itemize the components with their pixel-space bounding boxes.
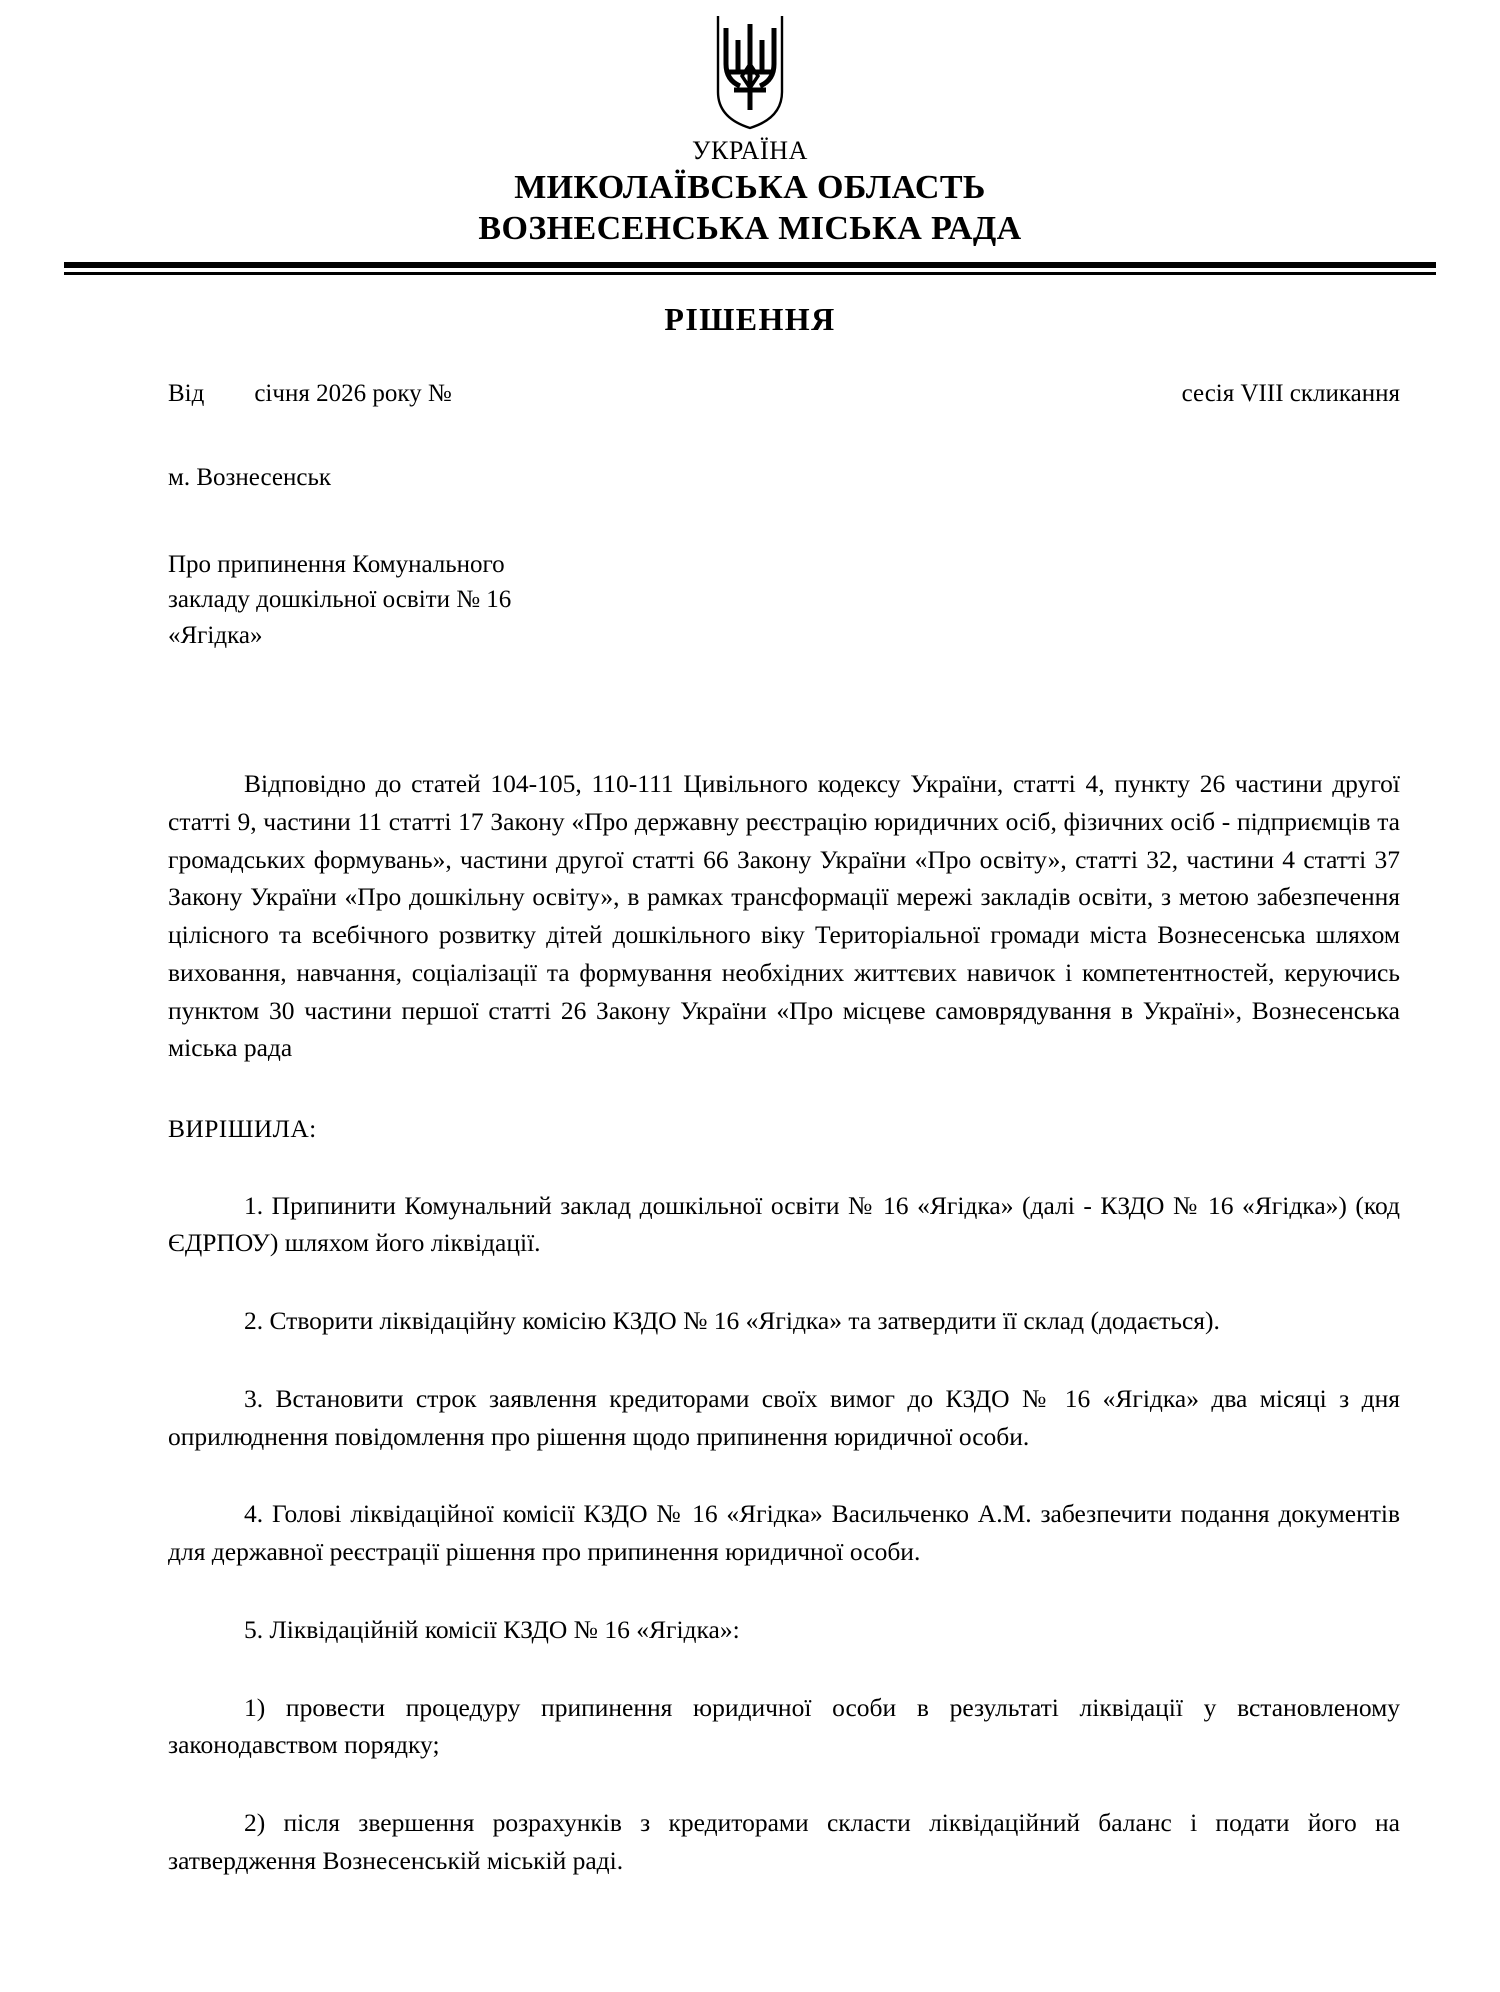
clause-item: 4. Голові ліквідаційної комісії КЗДО № 16 «Ягідка» Васильченко А.М. забезпечити подання документів для державної реєстрації рішення про припинення юридичної особи. (168, 1499, 1400, 1567)
document-meta-row (168, 378, 1400, 411)
document-body (0, 378, 1500, 1880)
oblast-name: МИКОЛАЇВСЬКА ОБЛАСТЬ (514, 168, 986, 206)
country-name: УКРАЇНА (691, 136, 809, 165)
council-name: ВОЗНЕСЕНСЬКА МІСЬКА РАДА (478, 210, 1022, 248)
clause-subitem: 2) після звершення розрахунків з кредиторами скласти ліквідаційний баланс і подати його на затвердження Вознесенській міській раді. (168, 1808, 1400, 1875)
subject-line-3: «Ягідка» (168, 621, 263, 649)
clause-item: 1. Припинити Комунальний заклад дошкільної освіти № 16 «Ягідка» (далі - КЗДО № 16 «Ягідка») (код ЄДРПОУ) шляхом його ліквідації. (168, 1190, 1400, 1258)
header-divider (64, 262, 1436, 275)
session-convocation: сесія VIII скликання (1181, 379, 1400, 407)
clause-subitem: 1) провести процедуру припинення юридичної особи в результаті ліквідації у встановленому законодавством порядку; (168, 1692, 1400, 1760)
ukraine-trident-coat-of-arms-icon (712, 14, 788, 130)
organization-header (0, 136, 1500, 250)
subject-line-1: Про припинення Комунального (168, 550, 505, 578)
resolved-label: ВИРІШИЛА: (168, 1113, 317, 1143)
preamble-paragraph: Відповідно до статей 104-105, 110-111 Цивільного кодексу України, статті 4, пункту 26 частини другої статті 9, частини 11 статті 17 Закону «Про державну реєстрацію юридичних осіб, фізичних осіб - підприємців та громадських формувань», частини другої статті 66 Закону України «Про освіту», статті 32, частини 4 статті 37 Закону України «Про дошкільну освіту», в рамках трансформації мережі закладів освіти, з метою забезпечення цілісного та всебічного розвитку дітей дошкільного віку Територіальної громади міста Вознесенська шляхом виховання, навчання, соціалізації та формування необхідних життєвих навичок і компетентностей, керуючись пунктом 30 частини першої статті 26 Закону України «Про місцеве самоврядування в Україні», Вознесенська міська рада (168, 769, 1400, 1063)
divider-thin-rule (64, 272, 1436, 275)
city-name: м. Вознесенськ (168, 464, 331, 492)
subject-line-2: закладу дошкільної освіти № 16 (168, 586, 512, 614)
clause-item: 3. Встановити строк заявлення кредиторами своїх вимог до КЗДО № 16 «Ягідка» два місяці з дня оприлюднення повідомлення про рішення щодо припинення юридичної особи. (168, 1383, 1400, 1451)
document-type-title: РІШЕННЯ (664, 300, 836, 337)
date-and-number: Від січня 2026 року № (168, 379, 452, 407)
clause-item: 2. Створити ліквідаційну комісію КЗДО № 16 «Ягідка» та затвердити її склад (додається). (244, 1306, 1220, 1336)
clause-item: 5. Ліквідаційній комісії КЗДО № 16 «Ягідка»: (244, 1614, 740, 1644)
document-subject (168, 547, 788, 654)
emblem-container (0, 0, 1500, 130)
